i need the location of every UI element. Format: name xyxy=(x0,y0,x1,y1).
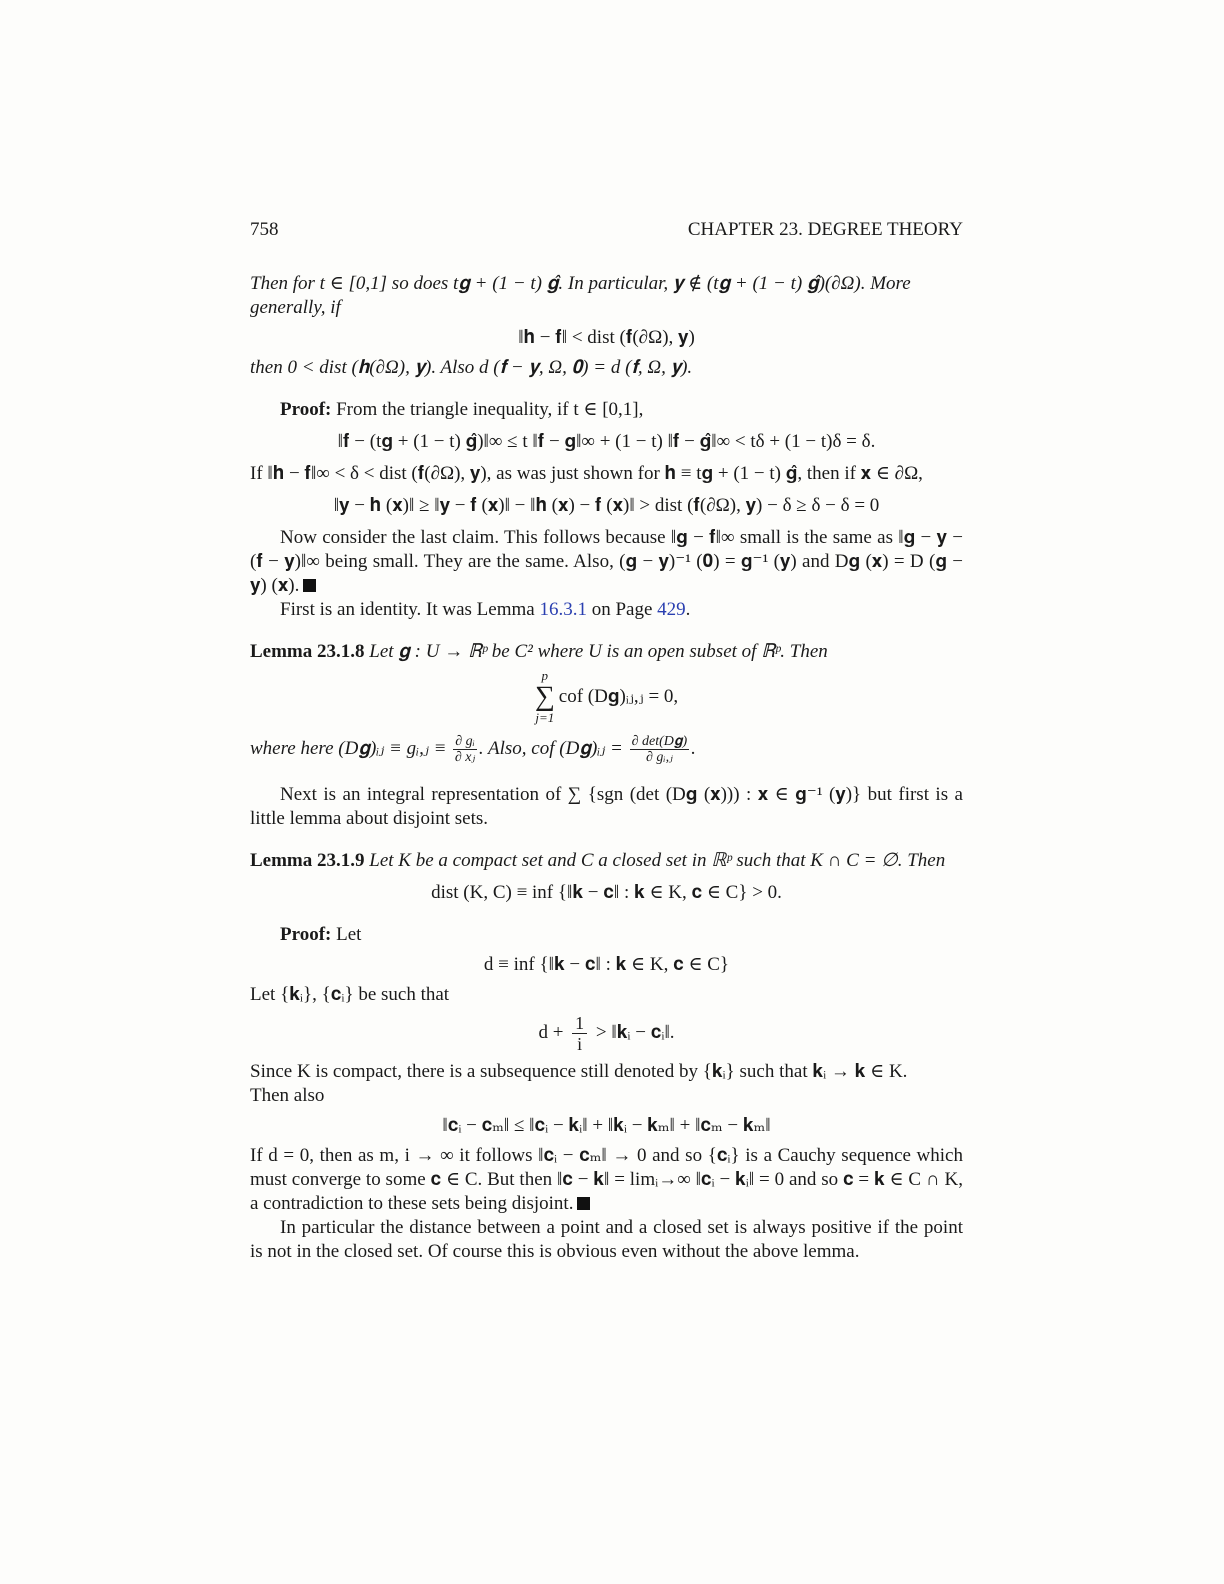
equation-dist-k-c: dist (K, C) ≡ inf {‖𝐤 − 𝐜‖ : 𝐤 ∈ K, 𝐜 ∈ C} > 0. xyxy=(431,882,782,903)
frac1-denominator: ∂ xⱼ xyxy=(454,750,476,765)
eq6-denominator: i xyxy=(577,1034,583,1054)
contradiction-text: If d = 0, then as m, i → ∞ it follows ‖𝐜ᵢ − 𝐜ₘ‖ → 0 and so {𝐜ᵢ} is a Cauchy sequence which must converge to some 𝐜 ∈ C. But then ‖𝐜 − 𝐤‖ = limᵢ→∞ ‖𝐜ᵢ − 𝐤ᵢ‖ = 0 and so 𝐜 = 𝐤 ∈ C ∩ K, a contradiction to these sets being disjoint. xyxy=(250,1145,963,1214)
lemma-continuation xyxy=(250,272,963,320)
equation-cofactor-sum xyxy=(250,668,963,726)
equation-d-def: d ≡ inf {‖𝐤 − 𝐜‖ : 𝐤 ∈ K, 𝐜 ∈ C} xyxy=(483,954,730,975)
proof-text: Let xyxy=(331,924,362,945)
where-text-c: . xyxy=(691,737,696,759)
sigma-icon: ∑ xyxy=(534,681,555,712)
identity-text-b: on Page xyxy=(586,599,658,620)
frac1-numerator: ∂ gᵢ xyxy=(455,734,475,749)
lemma-23-1-9 xyxy=(250,849,963,873)
where-text-a: where here (D𝐠)ᵢⱼ ≡ gᵢ,ⱼ ≡ xyxy=(250,737,452,759)
paragraph-identity xyxy=(250,598,963,622)
one-over-i-fraction xyxy=(572,1013,587,1054)
proof-text: From the triangle inequality, if t ∈ [0,1], xyxy=(331,399,644,420)
proof-label: Proof: xyxy=(280,924,332,945)
lemma-reference-link[interactable]: 16.3.1 xyxy=(539,599,587,620)
qed-square-icon xyxy=(577,1197,590,1210)
sum-upper-limit: p xyxy=(541,668,549,683)
lemma-label: Lemma 23.1.8 xyxy=(250,641,365,662)
page-number: 758 xyxy=(250,219,279,240)
proof-paragraph-2 xyxy=(250,923,963,947)
lemma-where-clause xyxy=(250,734,963,765)
sum-body: cof (D𝐠)ᵢⱼ,ⱼ = 0, xyxy=(558,686,679,707)
paragraph-contradiction xyxy=(250,1144,963,1216)
partial-fraction-1 xyxy=(453,734,477,765)
identity-text-a: First is an identity. It was Lemma xyxy=(280,599,540,620)
proof-paragraph-1 xyxy=(250,398,963,422)
paragraph-let-sequences: Let {𝐤ᵢ}, {𝐜ᵢ} be such that xyxy=(250,984,450,1005)
lemma-continuation-line1: Then for t ∈ [0,1] so does t𝐠 + (1 − t) 𝐠̂. In particular, 𝐲 ∉ (t𝐠 + (1 − t) 𝐠̂)(∂Ω). More xyxy=(250,273,911,294)
eq6-left: d + xyxy=(538,1021,569,1043)
identity-text-c: . xyxy=(685,599,691,620)
page-reference-link[interactable]: 429 xyxy=(657,599,686,620)
equation-d-plus-one-over-i xyxy=(250,1013,963,1054)
proof-label: Proof: xyxy=(280,399,332,420)
qed-square-icon xyxy=(303,579,316,592)
eq6-numerator: 1 xyxy=(572,1013,587,1034)
eq6-right: > ‖𝐤ᵢ − 𝐜ᵢ‖. xyxy=(591,1021,675,1043)
page-content xyxy=(250,218,963,1264)
frac2-numerator: ∂ det(D𝐠) xyxy=(631,734,688,749)
paragraph-then-also: Then also xyxy=(250,1085,325,1106)
paragraph-last-claim xyxy=(250,526,963,598)
summation-symbol xyxy=(535,668,555,726)
paragraph-integral-representation: Next is an integral representation of ∑ {sgn (det (D𝐠 (𝐱))) : 𝐱 ∈ 𝐠⁻¹ (𝐲)} but first is a little lemma about disjoint sets. xyxy=(250,784,963,829)
running-head xyxy=(250,218,963,242)
frac2-denominator: ∂ gᵢ,ⱼ xyxy=(645,750,673,765)
last-claim-text: Now consider the last claim. This follows because ‖𝐠 − 𝐟‖∞ small is the same as ‖𝐠 − 𝐲 − (𝐟 − 𝐲)‖∞ being small. They are the same. Also, (𝐠 − 𝐲)⁻¹ (𝟎) = 𝐠⁻¹ (𝐲) and D𝐠 (𝐱) = D (𝐠 − 𝐲) (𝐱). xyxy=(250,527,963,596)
lemma-statement: Let K be a compact set and C a closed set in ℝᵖ such that K ∩ C = ∅. Then xyxy=(364,850,946,871)
equation-triangle: ‖𝐟 − (t𝐠 + (1 − t) 𝐠̂)‖∞ ≤ t ‖𝐟 − 𝐠‖∞ + (1 − t) ‖𝐟 − 𝐠̂‖∞ < tδ + (1 − t)δ = δ. xyxy=(337,431,876,452)
paragraph-in-particular: In particular the distance between a point and a closed set is always positive if the point is not in the closed set. Of course this is obvious even without the above lemma. xyxy=(250,1217,963,1262)
chapter-title: CHAPTER 23. DEGREE THEORY xyxy=(687,219,963,240)
sum-lower-limit: j=1 xyxy=(535,710,555,725)
equation-y-h: ‖𝐲 − 𝐡 (𝐱)‖ ≥ ‖𝐲 − 𝐟 (𝐱)‖ − ‖𝐡 (𝐱) − 𝐟 (𝐱)‖ > dist (𝐟(∂Ω), 𝐲) − δ ≥ δ − δ = 0 xyxy=(333,495,880,516)
paragraph-if-h-f: If ‖𝐡 − 𝐟‖∞ < δ < dist (𝐟(∂Ω), 𝐲), as was just shown for 𝐡 ≡ t𝐠 + (1 − t) 𝐠̂, then if 𝐱 ∈ ∂Ω, xyxy=(250,463,923,484)
lemma-continuation-line2: generally, if xyxy=(250,297,341,318)
lemma-conclusion: then 0 < dist (𝐡(∂Ω), 𝐲). Also d (𝐟 − 𝐲, Ω, 𝟎) = d (𝐟, Ω, 𝐲). xyxy=(250,357,693,378)
equation-h-f: ‖𝐡 − 𝐟‖ < dist (𝐟(∂Ω), 𝐲) xyxy=(518,327,695,348)
lemma-statement: Let 𝐠 : U → ℝᵖ be C² where U is an open subset of ℝᵖ. Then xyxy=(364,641,828,662)
lemma-23-1-8 xyxy=(250,640,963,664)
equation-cauchy-bound: ‖𝐜ᵢ − 𝐜ₘ‖ ≤ ‖𝐜ᵢ − 𝐤ᵢ‖ + ‖𝐤ᵢ − 𝐤ₘ‖ + ‖𝐜ₘ − 𝐤ₘ‖ xyxy=(442,1115,771,1136)
lemma-label: Lemma 23.1.9 xyxy=(250,850,365,871)
where-text-b: . Also, cof (D𝐠)ᵢⱼ = xyxy=(478,737,628,759)
partial-fraction-2 xyxy=(630,734,690,765)
paragraph-since-compact: Since K is compact, there is a subsequence still denoted by {𝐤ᵢ} such that 𝐤ᵢ → 𝐤 ∈ K. xyxy=(250,1061,908,1082)
